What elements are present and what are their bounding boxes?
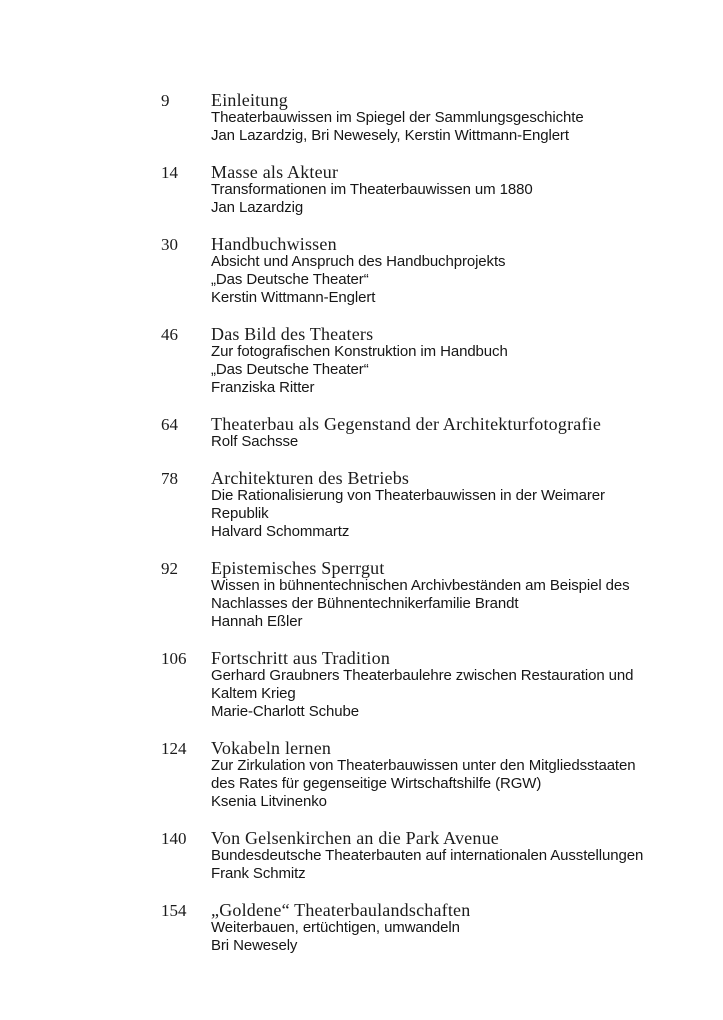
entry-subtitle-line: Kaltem Krieg	[211, 685, 296, 702]
entry-subtitle-line: Zur fotografischen Konstruktion im Handbuch	[211, 343, 508, 360]
entry-title: Von Gelsenkirchen an die Park Avenue	[211, 828, 499, 848]
entry-page-number: 30	[161, 235, 178, 254]
entry-authors: Marie-Charlott Schube	[211, 703, 359, 720]
entry-title: Theaterbau als Gegenstand der Architekturfotografie	[211, 414, 602, 434]
entry-body	[211, 901, 681, 955]
entry-subtitle-line: Die Rationalisierung von Theaterbauwissen in der Weimarer	[211, 487, 605, 504]
entry-authors: Kerstin Wittmann-Englert	[211, 289, 376, 306]
entry-subtitle-line: Absicht und Anspruch des Handbuchprojekts	[211, 253, 506, 270]
entry-page-number: 46	[161, 325, 178, 344]
entry-page-number: 106	[161, 649, 187, 668]
entry-title: Masse als Akteur	[211, 162, 339, 182]
toc-entry	[161, 235, 661, 307]
entry-authors: Halvard Schommartz	[211, 523, 350, 540]
entry-body	[211, 559, 681, 631]
entry-subtitle-line: Gerhard Graubners Theaterbaulehre zwischen Restauration und	[211, 667, 634, 684]
entry-title: Einleitung	[211, 90, 288, 110]
entry-subtitle-line: Wissen in bühnentechnischen Archivbeständen am Beispiel des	[211, 577, 630, 594]
entry-body	[211, 163, 681, 217]
entry-subtitle-line: „Das Deutsche Theater“	[211, 271, 369, 288]
entry-body	[211, 739, 681, 811]
entry-page-number: 14	[161, 163, 178, 182]
entry-authors: Jan Lazardzig, Bri Newesely, Kerstin Wittmann-Englert	[211, 127, 569, 144]
entry-body	[211, 91, 681, 145]
entry-page-number: 154	[161, 901, 187, 920]
entry-subtitle-line: Zur Zirkulation von Theaterbauwissen unter den Mitgliedsstaaten	[211, 757, 636, 774]
entry-title: Architekturen des Betriebs	[211, 468, 410, 488]
entry-subtitle-line: Transformationen im Theaterbauwissen um 1880	[211, 181, 533, 198]
entry-body	[211, 325, 681, 397]
toc-entry	[161, 739, 661, 811]
entry-subtitle-line: Bundesdeutsche Theaterbauten auf internationalen Ausstellungen	[211, 847, 644, 864]
entry-subtitle-line: des Rates für gegenseitige Wirtschaftshilfe (RGW)	[211, 775, 542, 792]
toc-entry	[161, 649, 661, 721]
entry-title: „Goldene“ Theaterbaulandschaften	[211, 900, 471, 920]
entry-title: Vokabeln lernen	[211, 738, 332, 758]
entry-title: Epistemisches Sperrgut	[211, 558, 385, 578]
toc-entry	[161, 829, 661, 883]
entry-subtitle-line: Republik	[211, 505, 269, 522]
entry-subtitle-line: Weiterbauen, ertüchtigen, umwandeln	[211, 919, 460, 936]
entry-page-number: 64	[161, 415, 178, 434]
toc-entry	[161, 469, 661, 541]
entry-body	[211, 235, 681, 307]
entry-title: Das Bild des Theaters	[211, 324, 374, 344]
entry-title: Handbuchwissen	[211, 234, 337, 254]
toc-entry	[161, 163, 661, 217]
entry-body	[211, 469, 681, 541]
entry-body	[211, 829, 681, 883]
entry-page-number: 92	[161, 559, 178, 578]
entry-body	[211, 415, 681, 451]
entry-subtitle-line: Theaterbauwissen im Spiegel der Sammlungsgeschichte	[211, 109, 584, 126]
entry-authors: Jan Lazardzig	[211, 199, 304, 216]
entry-authors: Franziska Ritter	[211, 379, 315, 396]
entry-body	[211, 649, 681, 721]
toc-entry	[161, 415, 661, 451]
entry-authors: Frank Schmitz	[211, 865, 306, 882]
table-of-contents	[161, 91, 661, 973]
entry-authors: Rolf Sachsse	[211, 433, 299, 450]
entry-authors: Hannah Eßler	[211, 613, 303, 630]
entry-authors: Ksenia Litvinenko	[211, 793, 327, 810]
entry-page-number: 9	[161, 91, 170, 110]
entry-authors: Bri Newesely	[211, 937, 298, 954]
toc-entry	[161, 559, 661, 631]
entry-page-number: 140	[161, 829, 187, 848]
entry-subtitle-line: „Das Deutsche Theater“	[211, 361, 369, 378]
entry-page-number: 124	[161, 739, 187, 758]
entry-subtitle-line: Nachlasses der Bühnentechnikerfamilie Brandt	[211, 595, 519, 612]
entry-page-number: 78	[161, 469, 178, 488]
toc-entry	[161, 325, 661, 397]
entry-title: Fortschritt aus Tradition	[211, 648, 391, 668]
toc-entry	[161, 901, 661, 955]
toc-entry	[161, 91, 661, 145]
